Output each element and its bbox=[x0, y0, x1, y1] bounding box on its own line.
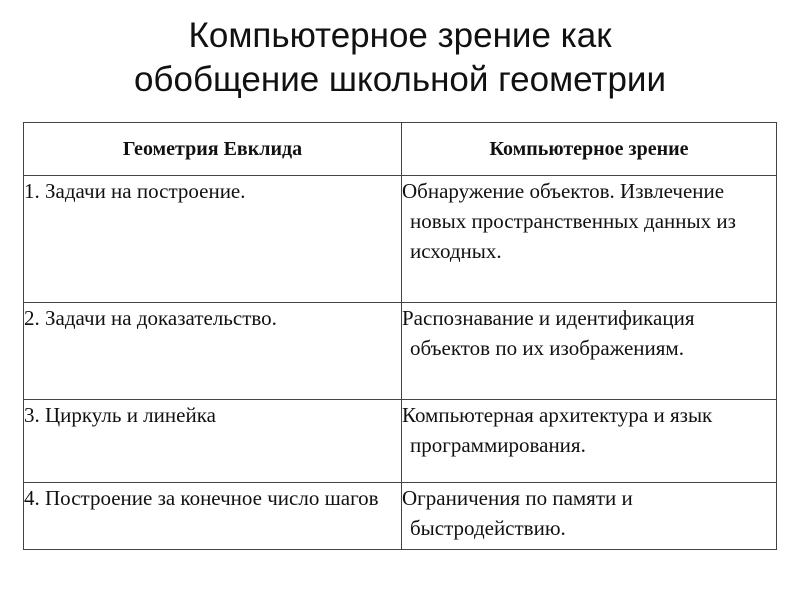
row-4-euclid-cell bbox=[24, 483, 402, 550]
row-2-euclid-cell bbox=[24, 303, 402, 400]
table-row bbox=[24, 176, 777, 303]
header-computer-vision: Компьютерное зрение bbox=[402, 123, 777, 176]
row-2-euclid-text: 2. Задачи на доказательство. bbox=[24, 306, 277, 330]
table-row bbox=[24, 483, 777, 550]
row-3-cv-text: Компьютерная архитектура и язык программирования. bbox=[402, 403, 713, 457]
slide-title-line-1: Компьютерное зрение как bbox=[188, 16, 612, 55]
slide-title-line-2: обобщение школьной геометрии bbox=[133, 60, 667, 99]
row-1-cv-cell bbox=[402, 176, 777, 303]
slide-title bbox=[0, 14, 800, 102]
comparison-table bbox=[23, 122, 777, 550]
row-2-cv-cell bbox=[402, 303, 777, 400]
row-3-euclid-text: 3. Циркуль и линейка bbox=[24, 403, 216, 427]
row-3-euclid-cell bbox=[24, 400, 402, 483]
row-1-euclid-cell bbox=[24, 176, 402, 303]
row-4-euclid-text: 4. Построение за конечное число шагов bbox=[24, 486, 379, 510]
table-row bbox=[24, 303, 777, 400]
row-4-cv-cell bbox=[402, 483, 777, 550]
row-2-cv-text: Распознавание и идентификация объектов по их изображениям. bbox=[402, 306, 695, 360]
row-1-cv-text: Обнаружение объектов. Извлечение новых пространственных данных из исходных. bbox=[402, 179, 736, 263]
table-row bbox=[24, 400, 777, 483]
row-4-cv-text: Ограничения по памяти и быстродействию. bbox=[402, 486, 633, 540]
table-header-row bbox=[24, 123, 777, 176]
row-1-euclid-text: 1. Задачи на построение. bbox=[24, 179, 246, 203]
header-euclid-geometry: Геометрия Евклида bbox=[24, 123, 402, 176]
row-3-cv-cell bbox=[402, 400, 777, 483]
